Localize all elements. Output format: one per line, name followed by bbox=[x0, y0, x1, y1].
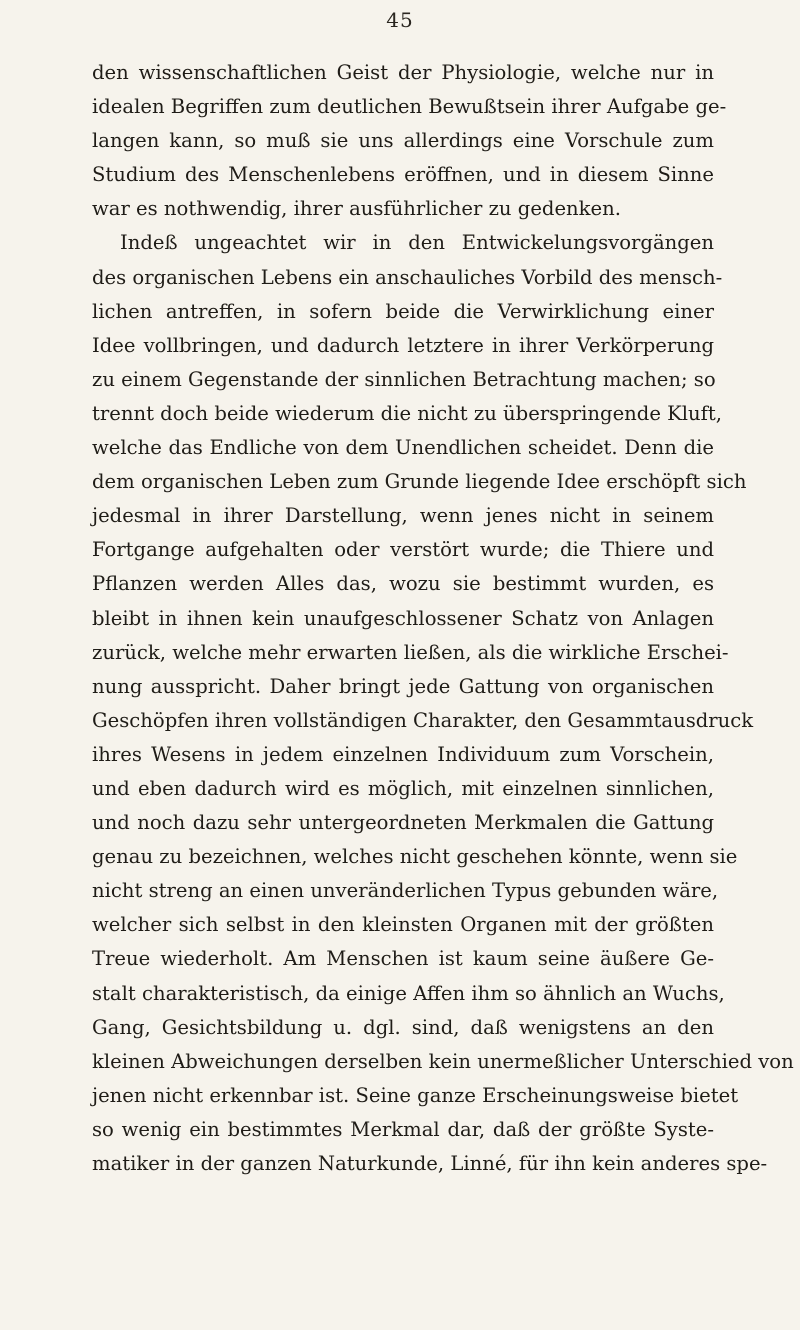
text-line: genau zu bezeichnen, welches nicht geschehen könnte, wenn sie bbox=[92, 845, 738, 869]
text-line: Studium des Menschenlebens eröffnen, und in diesem Sinne bbox=[92, 163, 714, 187]
text-line: Treue wiederholt. Am Menschen ist kaum seine äußere Ge- bbox=[92, 947, 714, 971]
text-line: idealen Begriffen zum deutlichen Bewußtsein ihrer Aufgabe ge- bbox=[92, 95, 727, 119]
text-line: war es nothwendig, ihrer ausführlicher zu gedenken. bbox=[92, 197, 621, 221]
text-line: Fortgange aufgehalten oder verstört wurde; die Thiere und bbox=[92, 538, 714, 562]
text-line: Geschöpfen ihren vollständigen Charakter, den Gesammtausdruck bbox=[92, 708, 754, 732]
text-line: nung ausspricht. Daher bringt jede Gattung von organischen bbox=[92, 674, 714, 698]
text-line: bleibt in ihnen kein unaufgeschlossener Schatz von Anlagen bbox=[92, 606, 714, 630]
text-line: zurück, welche mehr erwarten ließen, als die wirkliche Erschei- bbox=[92, 640, 729, 664]
text-line: Idee vollbringen, und dadurch letztere in ihrer Verkörperung bbox=[92, 333, 714, 357]
text-line: ihres Wesens in jedem einzelnen Individuum zum Vorschein, bbox=[92, 742, 714, 766]
text-line: Indeß ungeachtet wir in den Entwickelungsvorgängen bbox=[120, 231, 714, 255]
text-line: Gang, Gesichtsbildung u. dgl. sind, daß wenigstens an den bbox=[92, 1015, 714, 1039]
text-line: matiker in der ganzen Naturkunde, Linné, für ihn kein anderes spe- bbox=[92, 1152, 768, 1175]
text-line: so wenig ein bestimmtes Merkmal dar, daß der größte Syste- bbox=[92, 1117, 714, 1141]
text-line: jedesmal in ihrer Darstellung, wenn jenes nicht in seinem bbox=[92, 504, 714, 528]
page-number: 45 bbox=[386, 8, 414, 32]
body-text bbox=[92, 56, 794, 1181]
text-line: zu einem Gegenstande der sinnlichen Betrachtung machen; so bbox=[92, 367, 716, 391]
text-line: kleinen Abweichungen derselben kein unermeßlicher Unterschied von bbox=[92, 1049, 794, 1073]
text-line: lichen antreffen, in sofern beide die Verwirklichung einer bbox=[92, 299, 714, 323]
text-line: jenen nicht erkennbar ist. Seine ganze Erscheinungsweise bietet bbox=[92, 1083, 739, 1107]
text-line: Pflanzen werden Alles das, wozu sie bestimmt wurden, es bbox=[92, 572, 714, 596]
text-line: stalt charakteristisch, da einige Affen ihm so ähnlich an Wuchs, bbox=[92, 981, 725, 1005]
text-line: welche das Endliche von dem Unendlichen scheidet. Denn die bbox=[92, 436, 714, 460]
text-line: trennt doch beide wiederum die nicht zu überspringende Kluft, bbox=[92, 401, 723, 425]
text-line: welcher sich selbst in den kleinsten Organen mit der größten bbox=[92, 913, 714, 937]
text-line: den wissenschaftlichen Geist der Physiologie, welche nur in bbox=[92, 61, 714, 84]
text-line: und noch dazu sehr untergeordneten Merkmalen die Gattung bbox=[92, 811, 714, 835]
text-line: des organischen Lebens ein anschauliches Vorbild des mensch- bbox=[92, 265, 723, 289]
text-line: nicht streng an einen unveränderlichen Typus gebunden wäre, bbox=[92, 879, 719, 903]
text-line: dem organischen Leben zum Grunde liegende Idee erschöpft sich bbox=[92, 470, 747, 494]
text-line: und eben dadurch wird es möglich, mit einzelnen sinnlichen, bbox=[92, 776, 714, 800]
text-line: langen kann, so muß sie uns allerdings eine Vorschule zum bbox=[92, 129, 714, 153]
